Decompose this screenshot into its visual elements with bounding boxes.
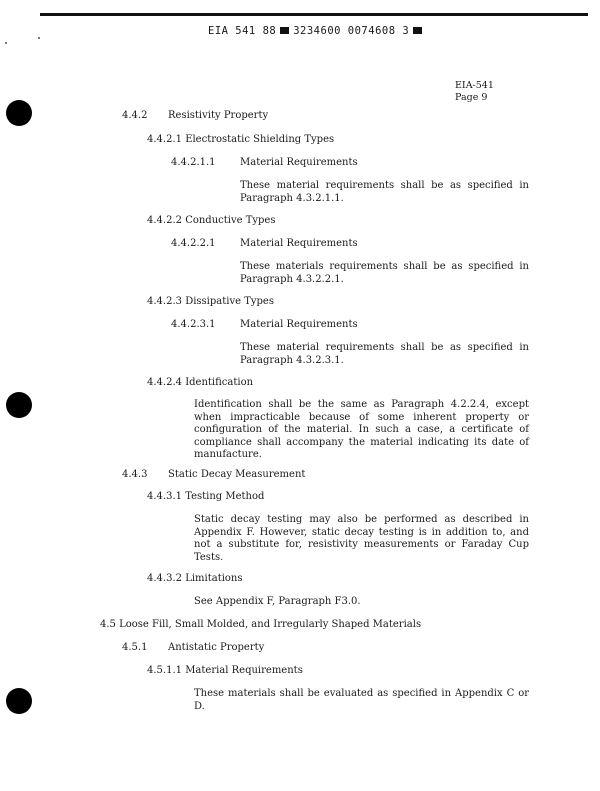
section-number: 4.4.2.1.1 (171, 157, 216, 168)
section-heading (147, 134, 334, 145)
section-number: 4.5.1.1 (147, 665, 182, 676)
body-paragraph: See Appendix F, Paragraph F3.0. (194, 596, 361, 607)
section-title: Limitations (185, 573, 243, 584)
section-title: Antistatic Property (168, 642, 265, 653)
section-heading (122, 642, 264, 653)
section-number: 4.4.2.2.1 (171, 238, 216, 249)
top-rule (40, 13, 588, 16)
stamp-right: 3234600 0074608 3 (293, 25, 410, 37)
punch-hole (6, 392, 32, 418)
section-heading (147, 491, 264, 502)
stamp-left: EIA 541 88 (208, 25, 277, 37)
section-heading (171, 238, 358, 249)
section-number: 4.4.2.3.1 (171, 319, 216, 330)
section-heading (147, 296, 274, 307)
stamp-block-mark (280, 27, 289, 34)
section-title: Material Requirements (240, 157, 358, 168)
body-paragraph: These materials requirements shall be as specified in Paragraph 4.3.2.2.1. (240, 261, 529, 285)
punch-hole (6, 688, 32, 714)
section-number: 4.4.3.1 (147, 491, 182, 502)
page-number: Page 9 (455, 92, 488, 103)
section-title: Electrostatic Shielding Types (185, 134, 335, 145)
body-paragraph: These material requirements shall be as specified in Paragraph 4.3.2.3.1. (240, 342, 529, 366)
section-heading (100, 619, 421, 630)
section-title: Material Requirements (185, 665, 303, 676)
section-title: Material Requirements (240, 238, 358, 249)
section-heading (147, 573, 243, 584)
punch-hole (6, 100, 32, 126)
section-heading (122, 469, 305, 480)
section-number: 4.4.2.3 (147, 296, 182, 307)
section-title: Testing Method (185, 491, 265, 502)
stamp-block-mark (413, 27, 422, 34)
section-title: Conductive Types (185, 215, 276, 226)
section-title: Dissipative Types (185, 296, 274, 307)
section-heading (147, 377, 253, 388)
header-stamp (208, 25, 426, 37)
body-paragraph: Static decay testing may also be performed as described in Appendix F. However, static decay testing is in addition to, and not a substitute for, resistivity measurements or Faraday Cup Tests. (194, 514, 529, 563)
section-number: 4.4.2.1 (147, 134, 182, 145)
doc-reference (455, 80, 494, 104)
section-heading (171, 157, 358, 168)
section-heading (171, 319, 358, 330)
section-number: 4.5.1 (122, 642, 148, 653)
section-title: Static Decay Measurement (168, 469, 306, 480)
section-number: 4.5 (100, 619, 116, 630)
doc-id: EIA-541 (455, 80, 494, 91)
section-heading (147, 665, 303, 676)
section-number: 4.4.2.2 (147, 215, 182, 226)
section-number: 4.4.3 (122, 469, 148, 480)
body-paragraph: These materials shall be evaluated as specified in Appendix C or D. (194, 688, 529, 712)
scan-speck (5, 42, 7, 44)
section-heading (147, 215, 275, 226)
body-paragraph: These material requirements shall be as specified in Paragraph 4.3.2.1.1. (240, 180, 529, 204)
section-number: 4.4.2.4 (147, 377, 182, 388)
section-title: Loose Fill, Small Molded, and Irregularly Shaped Materials (119, 619, 422, 630)
body-paragraph: Identification shall be the same as Paragraph 4.2.2.4, except when impracticable because of some inherent property or configuration of the material. In such a case, a certificate of compliance shall accompany the material indicating its date of manufacture. (194, 399, 529, 460)
section-heading (122, 110, 268, 121)
section-title: Material Requirements (240, 319, 358, 330)
section-title: Resistivity Property (168, 110, 269, 121)
section-number: 4.4.3.2 (147, 573, 182, 584)
scan-speck (38, 37, 40, 39)
section-title: Identification (185, 377, 254, 388)
section-number: 4.4.2 (122, 110, 148, 121)
